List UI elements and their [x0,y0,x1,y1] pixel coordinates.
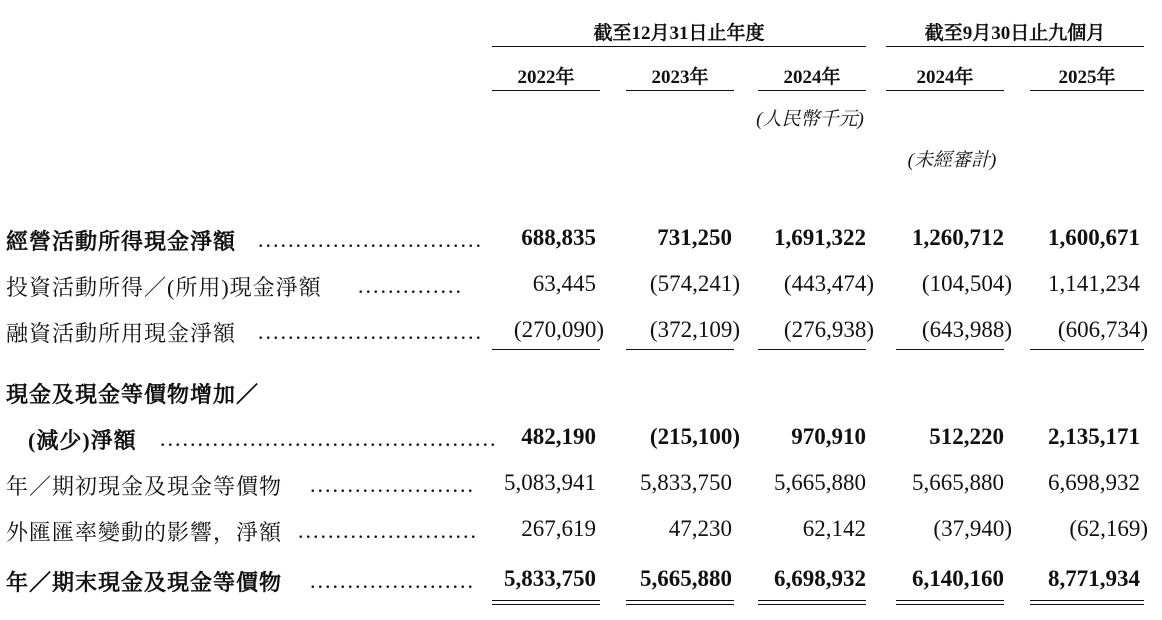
value-2025-9m: (62,169) [1069,516,1148,541]
nine-month-group-rule [886,46,1144,47]
fiscal-year-group-header: 截至12月31日止年度 [593,23,765,44]
year-header-2024-fy: 2024年 [783,67,841,88]
value-2024-fy: 1,691,322 [774,225,866,250]
value-2022: 5,833,750 [504,566,596,591]
value-2022: 63,445 [532,271,596,296]
subtotal-rule-2022 [492,349,600,350]
value-2024-9m: 5,665,880 [912,470,1004,495]
value-2025-9m: (606,734) [1057,317,1148,342]
value-2024-fy: (276,938) [783,317,874,342]
value-2024-fy: (443,474) [783,271,874,296]
total-double-rule-2024-fy [758,600,866,605]
value-2025-9m: 8,771,934 [1048,566,1140,591]
row-closing-cash [0,560,1162,600]
unaudited-note: (未經審計) [907,150,997,171]
row-label: 投資活動所得／(所用)現金淨額 [6,275,322,300]
subtotal-rule-2024-fy [758,349,866,350]
value-2024-fy: 970,910 [791,424,866,449]
year-rule-2022 [492,90,600,91]
value-2023: 47,230 [668,516,732,541]
value-2024-9m: (643,988) [921,317,1012,342]
value-2025-9m: 2,135,171 [1048,424,1140,449]
value-2022: (270,090) [513,317,604,342]
row-label: 現金及現金等價物增加／ [6,382,260,407]
row-label: 經營活動所得現金淨額 [6,229,237,254]
leader-dots: ........................ [298,518,478,543]
total-double-rule-2024-9m [896,600,1004,605]
row-investing-cash [0,265,1162,305]
value-2024-9m: (37,940) [933,516,1012,541]
value-2023: (574,241) [649,271,740,296]
total-double-rule-2023 [626,600,734,605]
leader-dots: ............................................. [160,426,498,451]
value-2025-9m: 1,141,234 [1048,271,1140,296]
value-2023: 5,833,750 [640,470,732,495]
value-2024-fy: 5,665,880 [774,470,866,495]
value-2022: 267,619 [521,516,596,541]
leader-dots: .............................. [258,319,483,344]
value-2022: 5,083,941 [504,470,596,495]
value-2023: (372,109) [649,317,740,342]
row-label: 外匯匯率變動的影響，淨額 [6,520,283,545]
value-2023: 5,665,880 [640,566,732,591]
value-2024-9m: 1,260,712 [912,225,1004,250]
nine-month-group-header: 截至9月30日止九個月 [924,23,1106,44]
year-rule-2024-9m [886,90,1004,91]
value-2023: 731,250 [657,225,732,250]
year-rule-2024-fy [758,90,866,91]
total-double-rule-2025-9m [1030,600,1144,605]
year-header-2022: 2022年 [517,67,575,88]
unit-note: (人民幣千元) [756,109,864,130]
row-net-change-heading [0,372,1162,412]
value-2024-fy: 6,698,932 [774,566,866,591]
row-fx-effect [0,510,1162,550]
year-header-2024-9m: 2024年 [916,67,974,88]
leader-dots: ...................... [310,568,475,593]
fiscal-year-group-rule [492,46,866,47]
row-label: 年／期初現金及現金等價物 [6,474,283,499]
value-2024-9m: 6,140,160 [912,566,1004,591]
row-label: (減少)淨額 [28,428,137,453]
row-net-change [0,418,1162,458]
value-2024-9m: (104,504) [921,271,1012,296]
value-2024-fy: 62,142 [802,516,866,541]
year-header-2025-9m: 2025年 [1058,67,1116,88]
leader-dots: ...................... [310,472,475,497]
year-rule-2023 [626,90,734,91]
row-label: 年／期末現金及現金等價物 [6,570,283,595]
value-2023: (215,100) [649,424,740,449]
value-2025-9m: 1,600,671 [1048,225,1140,250]
total-double-rule-2022 [492,600,600,605]
leader-dots: .............. [358,273,463,298]
subtotal-rule-2025-9m [1030,349,1144,350]
value-2025-9m: 6,698,932 [1048,470,1140,495]
row-financing-cash [0,311,1162,351]
subtotal-rule-2023 [626,349,734,350]
value-2022: 688,835 [521,225,596,250]
value-2022: 482,190 [521,424,596,449]
year-rule-2025-9m [1030,90,1144,91]
year-header-2023: 2023年 [651,67,709,88]
row-opening-cash [0,464,1162,504]
row-operating-cash [0,219,1162,259]
row-label: 融資活動所用現金淨額 [6,321,237,346]
value-2024-9m: 512,220 [929,424,1004,449]
leader-dots: .............................. [258,227,483,252]
subtotal-rule-2024-9m [896,349,1004,350]
